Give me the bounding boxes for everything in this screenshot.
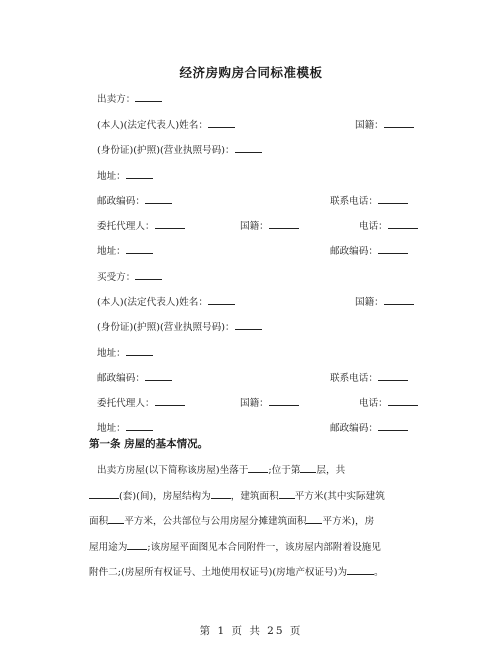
seller-agent-phone-line	[359, 219, 418, 233]
buyer-agent-line	[97, 396, 185, 410]
blank-field	[127, 540, 147, 550]
blank-field	[306, 514, 322, 524]
buyer-name-label: (本人)(法定代表人)姓名：	[97, 297, 208, 308]
text-span: 面积	[89, 516, 109, 527]
blank-field	[378, 194, 408, 204]
seller-id-line	[97, 143, 262, 157]
seller-agent-nationality-label: 国籍：	[240, 221, 269, 232]
article-1-line-2	[89, 489, 385, 503]
seller-phone-label: 联系电话：	[330, 196, 378, 207]
buyer-agent-address-line	[97, 421, 153, 435]
seller-agent-postcode-line	[330, 244, 408, 258]
blank-field	[135, 92, 162, 102]
seller-agent-label: 委托代理人：	[97, 221, 155, 232]
blank-field	[300, 463, 316, 473]
blank-field	[135, 270, 162, 280]
text-span: 平方米，公共部位与公用房屋分摊建筑面积	[124, 516, 307, 527]
blank-field	[155, 219, 185, 229]
article-1-line-1	[97, 463, 345, 477]
seller-agent-line	[97, 219, 185, 233]
buyer-nationality-line	[355, 295, 414, 309]
blank-field	[208, 295, 235, 305]
blank-field	[388, 219, 418, 229]
buyer-agent-postcode-line	[330, 421, 408, 435]
blank-field	[378, 244, 408, 254]
article-1-line-4	[89, 540, 381, 554]
blank-field	[126, 244, 153, 254]
blank-field	[145, 194, 172, 204]
seller-nationality-line	[355, 118, 414, 132]
seller-nationality-label: 国籍：	[355, 120, 384, 131]
seller-address-line	[97, 169, 153, 183]
buyer-id-line	[97, 320, 262, 334]
text-span: 平方米(其中实际建筑	[294, 491, 385, 502]
buyer-postcode-label: 邮政编码：	[97, 373, 145, 384]
blank-field	[269, 396, 299, 406]
seller-agent-address-line	[97, 244, 153, 258]
text-span: 屋用途为	[89, 542, 128, 553]
blank-field	[208, 118, 235, 128]
buyer-phone-label: 联系电话：	[330, 373, 378, 384]
text-span: 平方米)，房	[322, 516, 375, 527]
blank-field	[126, 169, 153, 179]
seller-agent-address-label: 地址：	[97, 246, 126, 257]
text-span: 附件二;(房屋所有权证号、土地使用权证号)(房地产权证号)为	[89, 567, 348, 578]
text-span: 出卖方房屋(以下简称该房屋)坐落于	[97, 465, 249, 476]
text-span: ;位于第	[268, 465, 301, 476]
article-1-line-3	[89, 514, 374, 528]
blank-field	[145, 371, 172, 381]
seller-address-label: 地址：	[97, 171, 126, 182]
blank-field	[126, 421, 153, 431]
seller-agent-nationality-line	[240, 219, 299, 233]
blank-field	[384, 295, 414, 305]
buyer-address-label: 地址：	[97, 348, 126, 359]
blank-field	[248, 463, 268, 473]
seller-agent-phone-label: 电话：	[359, 221, 388, 232]
article-1-line-5	[89, 565, 384, 579]
blank-field	[378, 371, 408, 381]
seller-agent-postcode-label: 邮政编码：	[330, 246, 378, 257]
buyer-agent-postcode-label: 邮政编码：	[330, 423, 378, 434]
seller-id-label: (身份证)(护照)(营业执照号码)：	[97, 145, 235, 156]
buyer-agent-nationality-label: 国籍：	[240, 398, 269, 409]
seller-postcode-label: 邮政编码：	[97, 196, 145, 207]
blank-field	[384, 118, 414, 128]
blank-field	[279, 489, 295, 499]
text-span: ，建筑面积	[230, 491, 279, 502]
buyer-agent-phone-label: 电话：	[359, 398, 388, 409]
blank-field	[126, 346, 153, 356]
article-1-heading: 第一条 房屋的基本情况。	[89, 438, 209, 450]
seller-name-label: (本人)(法定代表人)姓名：	[97, 120, 208, 131]
blank-field	[388, 396, 418, 406]
buyer-nationality-label: 国籍：	[355, 297, 384, 308]
seller-phone-line	[330, 194, 408, 208]
buyer-name-line	[97, 295, 235, 309]
text-span: 。	[374, 567, 384, 578]
buyer-agent-label: 委托代理人：	[97, 398, 155, 409]
seller-party-line	[97, 92, 162, 106]
buyer-party-label: 买受方：	[97, 272, 136, 283]
buyer-agent-address-label: 地址：	[97, 423, 126, 434]
seller-name-line	[97, 118, 235, 132]
blank-field	[89, 489, 119, 499]
blank-field	[235, 320, 262, 330]
text-span: (套)(间)，房屋结构为	[119, 491, 211, 502]
buyer-agent-phone-line	[359, 396, 418, 410]
text-span: ;该房屋平面图见本合同附件一，该房屋内部附着设施见	[147, 542, 381, 553]
seller-party-label: 出卖方：	[97, 94, 136, 105]
buyer-phone-line	[330, 371, 408, 385]
page-number-footer: 第 1 页 共 25 页	[199, 625, 303, 637]
document-title: 经济房购房合同标准模板	[179, 65, 323, 80]
buyer-party-line	[97, 270, 162, 284]
seller-postcode-line	[97, 194, 172, 208]
blank-field	[108, 514, 124, 524]
buyer-id-label: (身份证)(护照)(营业执照号码)：	[97, 322, 235, 333]
buyer-postcode-line	[97, 371, 172, 385]
blank-field	[155, 396, 185, 406]
blank-field	[347, 565, 374, 575]
blank-field	[211, 489, 231, 499]
text-span: 层，共	[316, 465, 346, 476]
buyer-address-line	[97, 346, 153, 360]
blank-field	[269, 219, 299, 229]
blank-field	[235, 143, 262, 153]
buyer-agent-nationality-line	[240, 396, 299, 410]
blank-field	[378, 421, 408, 431]
